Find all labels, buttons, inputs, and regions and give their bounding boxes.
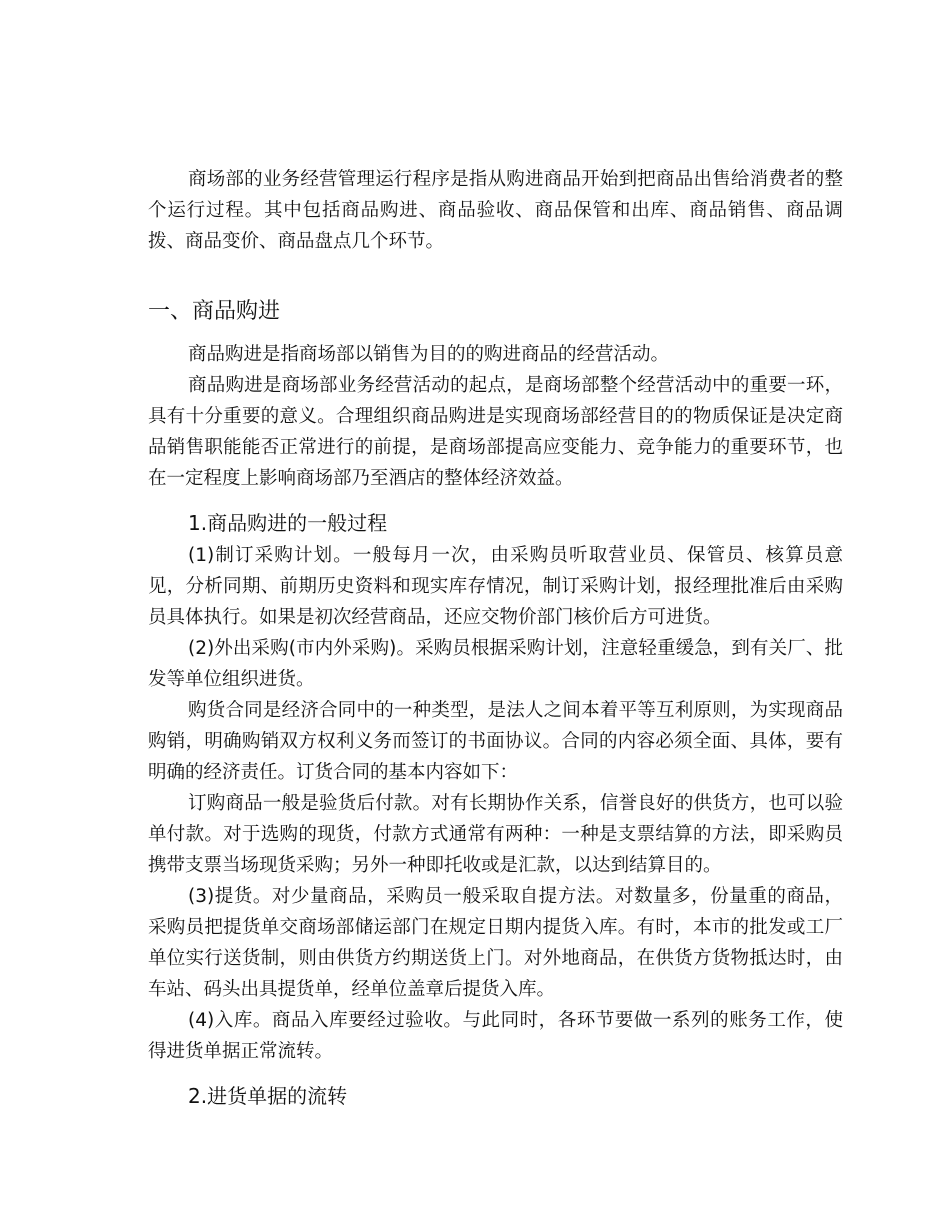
process-paragraph-pickup: (3)提货。对少量商品，采购员一般采取自提方法。对数量多，份量重的商品，采购员把提货单交商场部储运部门在规定日期内提货入库。有时，本市的批发或工厂单位实行送货制，则由供货方约期送货上门。对外地商品，在供货方货物抵达时，由车站、码头出具提货单，经单位盖章后提货入库。	[148, 886, 843, 1000]
intro-paragraph: 商场部的业务经营管理运行程序是指从购进商品开始到把商品出售给消费者的整个运行过程。其中包括商品购进、商品验收、商品保管和出库、商品销售、商品调拨、商品变价、商品盘点几个环节。	[148, 169, 843, 252]
process-paragraph-purchase: (2)外出采购(市内外采购)。采购员根据采购计划，注意轻重缓急，到有关厂、批发等单位组织进货。	[148, 638, 843, 690]
section1-paragraph-1: 商品购进是指商场部以销售为目的的购进商品的经营活动。	[188, 344, 670, 365]
subsection-title-general-process: 1.商品购进的一般过程	[188, 511, 388, 535]
section-title-purchasing: 一、商品购进	[148, 299, 281, 324]
process-paragraph-payment: 订购商品一般是验货后付款。对有长期协作关系，信誉良好的供货方，也可以验单付款。对于选购的现货，付款方式通常有两种：一种是支票结算的方法，即采购员携带支票当场现货采购；另外一种即托收或是汇款，以达到结算目的。	[148, 793, 843, 876]
process-paragraph-plan: (1)制订采购计划。一般每月一次，由采购员听取营业员、保管员、核算员意见，分析同期、前期历史资料和现实库存情况，制订采购计划，报经理批准后由采购员具体执行。如果是初次经营商品，还应交物价部门核价后方可进货。	[148, 545, 843, 628]
document-page	[148, 164, 843, 1113]
subsection-title-document-flow: 2.进货单据的流转	[188, 1084, 348, 1108]
process-paragraph-contract: 购货合同是经济合同中的一种类型，是法人之间本着平等互利原则，为实现商品购销，明确购销双方权利义务而签订的书面协议。合同的内容必须全面、具体，要有明确的经济责任。订货合同的基本内容如下：	[148, 700, 843, 783]
process-paragraph-storage: (4)入库。商品入库要经过验收。与此同时，各环节要做一系列的账务工作，使得进货单据正常流转。	[148, 1010, 843, 1062]
section1-paragraph-2: 商品购进是商场部业务经营活动的起点，是商场部整个经营活动中的重要一环，具有十分重要的意义。合理组织商品购进是实现商场部经营目的的物质保证是决定商品销售职能能否正常进行的前提，是商场部提高应变能力、竞争能力的重要环节，也在一定程度上影响商场部乃至酒店的整体经济效益。	[148, 375, 843, 489]
